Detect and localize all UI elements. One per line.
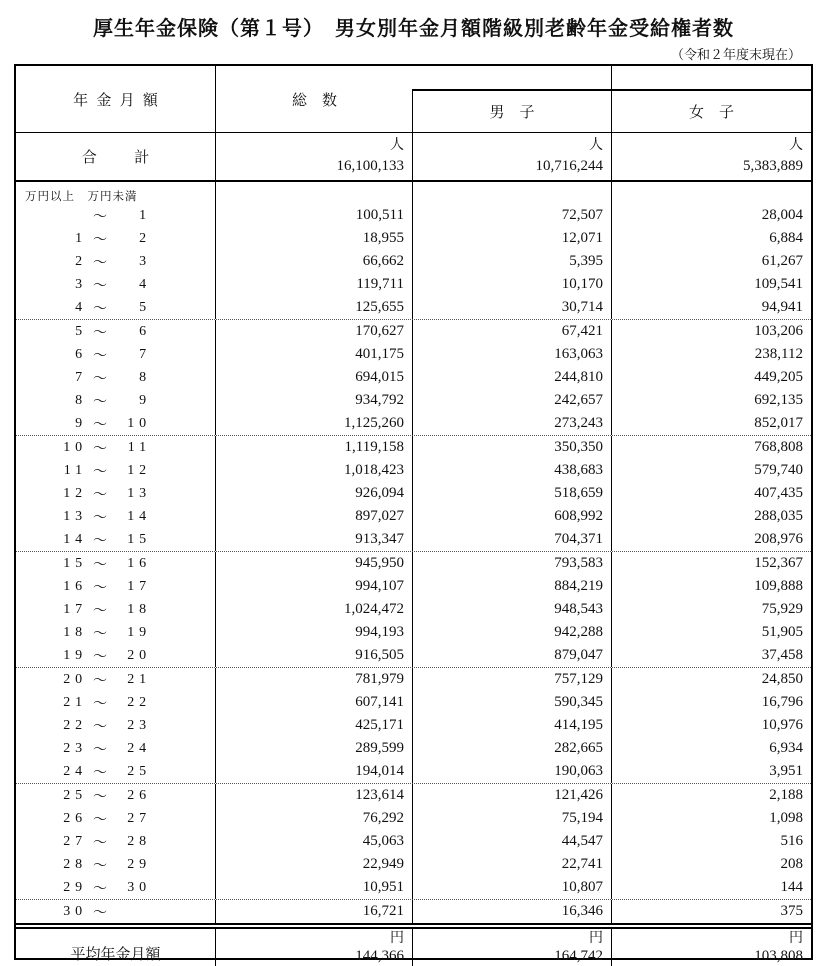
table-row <box>16 784 811 807</box>
female-value: 109,888 <box>754 578 803 594</box>
range-lower-bound: 13 <box>63 508 87 524</box>
male-value: 163,063 <box>413 343 612 366</box>
range-upper-bound: 14 <box>127 508 151 524</box>
tilde: ～ <box>93 626 107 642</box>
range-label-cell <box>16 482 216 505</box>
male-value: 22,741 <box>413 853 612 876</box>
total-value: 916,505 <box>216 644 413 667</box>
tilde: ～ <box>93 533 107 549</box>
total-value: 119,711 <box>216 273 413 296</box>
table-row <box>16 876 811 900</box>
range-label-cell <box>16 528 216 551</box>
male-value: 414,195 <box>413 714 612 737</box>
class-header-label: 万円以上 万円未満 <box>16 182 216 204</box>
female-value: 407,435 <box>754 485 803 501</box>
table-row <box>16 320 811 343</box>
female-value: 692,135 <box>754 392 803 408</box>
average-male-cell <box>413 929 612 966</box>
average-row <box>16 923 811 966</box>
average-label: 平均年金月額 <box>70 947 161 963</box>
tilde: ～ <box>93 603 107 619</box>
female-value: 852,017 <box>754 415 803 431</box>
range-lower-bound: 6 <box>75 346 87 362</box>
grand-total-male-cell <box>413 133 612 180</box>
male-value: 590,345 <box>413 691 612 714</box>
female-value: 152,367 <box>754 555 803 571</box>
range-label-cell <box>16 552 216 575</box>
range-label-cell <box>16 876 216 899</box>
range-lower-bound: 10 <box>63 439 87 455</box>
total-value: 125,655 <box>216 296 413 319</box>
range-upper-bound: 19 <box>127 624 151 640</box>
tilde: ～ <box>93 255 107 271</box>
male-value: 12,071 <box>413 227 612 250</box>
range-upper-bound: 2 <box>139 230 151 246</box>
page-title: 厚生年金保険（第１号） 男女別年金月額階級別老齢年金受給権者数 <box>93 18 734 40</box>
grand-total-row <box>16 133 811 182</box>
total-value: 994,193 <box>216 621 413 644</box>
male-value: 704,371 <box>413 528 612 551</box>
range-upper-bound: 3 <box>139 253 151 269</box>
range-lower-bound: 4 <box>75 299 87 315</box>
range-label-cell <box>16 459 216 482</box>
female-value: 109,541 <box>754 276 803 292</box>
range-lower-bound: 14 <box>63 531 87 547</box>
total-value: 123,614 <box>216 784 413 807</box>
male-value: 44,547 <box>413 830 612 853</box>
range-lower-bound: 12 <box>63 485 87 501</box>
total-value: 76,292 <box>216 807 413 830</box>
total-value: 913,347 <box>216 528 413 551</box>
male-value: 273,243 <box>413 412 612 435</box>
female-value: 375 <box>780 903 803 919</box>
range-upper-bound: 17 <box>127 578 151 594</box>
range-upper-bound: 15 <box>127 531 151 547</box>
unit-yen: 円 <box>390 931 404 946</box>
range-lower-bound: 19 <box>63 647 87 663</box>
male-value: 942,288 <box>413 621 612 644</box>
tilde: ～ <box>93 510 107 526</box>
total-value: 1,024,472 <box>216 598 413 621</box>
range-upper-bound: 23 <box>127 717 151 733</box>
male-value: 121,426 <box>413 784 612 807</box>
male-value: 948,543 <box>413 598 612 621</box>
total-value: 66,662 <box>216 250 413 273</box>
range-label-cell <box>16 691 216 714</box>
male-value: 75,194 <box>413 807 612 830</box>
range-label-cell <box>16 250 216 273</box>
tilde: ～ <box>93 209 107 225</box>
female-value: 6,884 <box>769 230 803 246</box>
table-row <box>16 250 811 273</box>
male-value: 30,714 <box>413 296 612 319</box>
tilde: ～ <box>93 278 107 294</box>
male-value: 438,683 <box>413 459 612 482</box>
table-row <box>16 412 811 436</box>
female-value: 238,112 <box>754 346 803 362</box>
range-label-cell <box>16 598 216 621</box>
table-row <box>16 807 811 830</box>
range-lower-bound: 17 <box>63 601 87 617</box>
male-value: 518,659 <box>413 482 612 505</box>
range-label-cell <box>16 296 216 319</box>
female-value: 3,951 <box>769 763 803 779</box>
header-male <box>413 91 612 132</box>
female-value: 6,934 <box>769 740 803 756</box>
range-lower-bound: 30 <box>63 903 87 919</box>
grand-total-total-cell <box>216 133 413 180</box>
range-lower-bound: 8 <box>75 392 87 408</box>
male-value: 67,421 <box>413 320 612 343</box>
tilde: ～ <box>93 487 107 503</box>
total-value: 425,171 <box>216 714 413 737</box>
female-value: 61,267 <box>761 253 803 269</box>
header-pension-monthly-amount-label: 年金月額 <box>73 92 167 109</box>
total-value: 289,599 <box>216 737 413 760</box>
range-label-cell <box>16 668 216 691</box>
header-female-label: 女子 <box>688 105 749 121</box>
tilde: ～ <box>93 441 107 457</box>
table-row <box>16 575 811 598</box>
range-label-cell <box>16 412 216 435</box>
table-row <box>16 552 811 575</box>
grand-total-male-value: 10,716,244 <box>535 158 603 174</box>
male-value: 879,047 <box>413 644 612 667</box>
female-value: 75,929 <box>761 601 803 617</box>
range-upper-bound: 29 <box>127 856 151 872</box>
range-lower-bound: 18 <box>63 624 87 640</box>
table-row <box>16 204 811 227</box>
range-upper-bound: 9 <box>139 392 151 408</box>
range-label-cell <box>16 320 216 343</box>
male-value: 350,350 <box>413 436 612 459</box>
tilde: ～ <box>93 881 107 897</box>
total-value: 1,018,423 <box>216 459 413 482</box>
table-row <box>16 459 811 482</box>
tilde: ～ <box>93 673 107 689</box>
grand-total-female-value: 5,383,889 <box>743 158 803 174</box>
range-upper-bound: 6 <box>139 323 151 339</box>
range-lower-bound: 1 <box>75 230 87 246</box>
range-lower-bound: 23 <box>63 740 87 756</box>
tilde: ～ <box>93 301 107 317</box>
range-lower-bound: 27 <box>63 833 87 849</box>
range-upper-bound: 1 <box>139 207 151 223</box>
average-female-value: 103,808 <box>754 948 803 964</box>
range-upper-bound: 24 <box>127 740 151 756</box>
female-value: 579,740 <box>754 462 803 478</box>
range-upper-bound: 5 <box>139 299 151 315</box>
tilde: ～ <box>93 325 107 341</box>
header-total <box>216 66 413 132</box>
header-male-label: 男子 <box>489 105 550 121</box>
range-lower-bound: 16 <box>63 578 87 594</box>
grand-total-label-cell <box>16 133 216 180</box>
tilde: ～ <box>93 765 107 781</box>
table-row <box>16 598 811 621</box>
male-value: 242,657 <box>413 389 612 412</box>
male-value: 10,170 <box>413 273 612 296</box>
tilde: ～ <box>93 858 107 874</box>
tilde: ～ <box>93 812 107 828</box>
range-lower-bound: 24 <box>63 763 87 779</box>
range-upper-bound: 27 <box>127 810 151 826</box>
unit-persons: 人 <box>589 138 603 153</box>
range-lower-bound: 22 <box>63 717 87 733</box>
header-female <box>612 91 811 132</box>
unit-persons: 人 <box>789 138 803 153</box>
range-lower-bound: 21 <box>63 694 87 710</box>
female-value: 28,004 <box>761 207 803 223</box>
range-lower-bound: 9 <box>75 415 87 431</box>
table-row <box>16 296 811 320</box>
table-row <box>16 227 811 250</box>
class-header-empty <box>612 182 811 204</box>
range-upper-bound: 13 <box>127 485 151 501</box>
range-label-cell <box>16 204 216 227</box>
range-label-cell <box>16 621 216 644</box>
range-upper-bound: 4 <box>139 276 151 292</box>
total-value: 10,951 <box>216 876 413 899</box>
male-value: 608,992 <box>413 505 612 528</box>
tilde: ～ <box>93 649 107 665</box>
range-label-cell <box>16 714 216 737</box>
range-lower-bound: 29 <box>63 879 87 895</box>
total-value: 897,027 <box>216 505 413 528</box>
tilde: ～ <box>93 557 107 573</box>
female-value: 94,941 <box>761 299 803 315</box>
female-value: 1,098 <box>769 810 803 826</box>
as-of-date: （令和２年度末現在） <box>670 47 801 62</box>
female-value: 208,976 <box>754 531 803 547</box>
table-row <box>16 830 811 853</box>
table-row <box>16 343 811 366</box>
male-value: 16,346 <box>413 900 612 923</box>
female-value: 288,035 <box>754 508 803 524</box>
female-value: 37,458 <box>761 647 803 663</box>
female-value: 208 <box>780 856 803 872</box>
range-lower-bound: 28 <box>63 856 87 872</box>
range-upper-bound: 18 <box>127 601 151 617</box>
range-label-cell <box>16 389 216 412</box>
male-value: 72,507 <box>413 204 612 227</box>
range-upper-bound: 11 <box>127 439 151 455</box>
male-value: 282,665 <box>413 737 612 760</box>
range-upper-bound: 10 <box>127 415 151 431</box>
female-value: 768,808 <box>754 439 803 455</box>
tilde: ～ <box>93 789 107 805</box>
range-upper-bound: 21 <box>127 671 151 687</box>
average-label-cell <box>16 929 216 966</box>
female-value: 449,205 <box>754 369 803 385</box>
total-value: 16,721 <box>216 900 413 923</box>
table-row <box>16 760 811 784</box>
unit-persons: 人 <box>390 138 404 153</box>
range-upper-bound: 26 <box>127 787 151 803</box>
table-row <box>16 691 811 714</box>
range-upper-bound: 20 <box>127 647 151 663</box>
male-value: 884,219 <box>413 575 612 598</box>
table-row <box>16 389 811 412</box>
grand-total-total-value: 16,100,133 <box>336 158 404 174</box>
female-value: 516 <box>780 833 803 849</box>
total-value: 45,063 <box>216 830 413 853</box>
total-value: 401,175 <box>216 343 413 366</box>
average-total-cell <box>216 929 413 966</box>
range-upper-bound: 28 <box>127 833 151 849</box>
female-value: 144 <box>780 879 803 895</box>
total-value: 934,792 <box>216 389 413 412</box>
pension-table <box>14 64 813 964</box>
female-value: 10,976 <box>761 717 803 733</box>
total-value: 1,125,260 <box>216 412 413 435</box>
tilde: ～ <box>93 417 107 433</box>
female-value: 16,796 <box>761 694 803 710</box>
table-header-row <box>16 66 811 133</box>
male-value: 793,583 <box>413 552 612 575</box>
total-value: 694,015 <box>216 366 413 389</box>
rows-container <box>16 204 811 923</box>
range-label-cell <box>16 366 216 389</box>
range-lower-bound: 5 <box>75 323 87 339</box>
range-label-cell <box>16 575 216 598</box>
male-value: 5,395 <box>413 250 612 273</box>
range-upper-bound: 8 <box>139 369 151 385</box>
total-value: 607,141 <box>216 691 413 714</box>
tilde: ～ <box>93 394 107 410</box>
range-lower-bound: 15 <box>63 555 87 571</box>
range-lower-bound: 20 <box>63 671 87 687</box>
tilde: ～ <box>93 719 107 735</box>
unit-yen: 円 <box>589 931 603 946</box>
table-row <box>16 436 811 459</box>
table-row <box>16 900 811 923</box>
grand-total-label: 合計 <box>81 150 187 166</box>
total-value: 194,014 <box>216 760 413 783</box>
range-upper-bound: 22 <box>127 694 151 710</box>
tilde: ～ <box>93 232 107 248</box>
average-total-value: 144,366 <box>355 948 404 964</box>
average-male-value: 164,742 <box>554 948 603 964</box>
table-row <box>16 366 811 389</box>
grand-total-female-cell <box>612 133 811 180</box>
female-value: 103,206 <box>754 323 803 339</box>
table-row <box>16 714 811 737</box>
class-header-empty <box>216 182 413 204</box>
tilde: ～ <box>93 742 107 758</box>
range-upper-bound: 30 <box>127 879 151 895</box>
total-value: 18,955 <box>216 227 413 250</box>
female-value: 51,905 <box>761 624 803 640</box>
range-lower-bound: 11 <box>63 462 87 478</box>
total-value: 994,107 <box>216 575 413 598</box>
male-value: 757,129 <box>413 668 612 691</box>
total-value: 781,979 <box>216 668 413 691</box>
table-row <box>16 528 811 552</box>
total-value: 22,949 <box>216 853 413 876</box>
table-row <box>16 505 811 528</box>
range-lower-bound: 26 <box>63 810 87 826</box>
male-value: 10,807 <box>413 876 612 899</box>
male-value: 244,810 <box>413 366 612 389</box>
tilde: ～ <box>93 580 107 596</box>
tilde: ～ <box>93 835 107 851</box>
tilde: ～ <box>93 696 107 712</box>
tilde: ～ <box>93 348 107 364</box>
table-row <box>16 853 811 876</box>
unit-yen: 円 <box>789 931 803 946</box>
total-value: 100,511 <box>216 204 413 227</box>
range-label-cell <box>16 900 216 923</box>
range-lower-bound: 2 <box>75 253 87 269</box>
range-upper-bound: 12 <box>127 462 151 478</box>
total-value: 926,094 <box>216 482 413 505</box>
tilde: ～ <box>93 464 107 480</box>
range-lower-bound: 7 <box>75 369 87 385</box>
range-label-cell <box>16 760 216 783</box>
female-value: 24,850 <box>761 671 803 687</box>
tilde: ～ <box>93 371 107 387</box>
range-label-cell <box>16 807 216 830</box>
total-value: 170,627 <box>216 320 413 343</box>
class-header-row <box>16 182 811 204</box>
table-row <box>16 621 811 644</box>
header-pension-monthly-amount <box>16 66 216 132</box>
range-label-cell <box>16 644 216 667</box>
range-lower-bound: 25 <box>63 787 87 803</box>
range-upper-bound: 7 <box>139 346 151 362</box>
table-row <box>16 644 811 668</box>
table-row <box>16 273 811 296</box>
table-row <box>16 482 811 505</box>
range-label-cell <box>16 227 216 250</box>
total-value: 945,950 <box>216 552 413 575</box>
range-upper-bound: 25 <box>127 763 151 779</box>
header-total-label: 総数 <box>291 92 352 109</box>
range-label-cell <box>16 784 216 807</box>
range-label-cell <box>16 343 216 366</box>
range-label-cell <box>16 273 216 296</box>
male-value: 190,063 <box>413 760 612 783</box>
table-row <box>16 737 811 760</box>
range-label-cell <box>16 436 216 459</box>
class-header-empty <box>413 182 612 204</box>
average-female-cell <box>612 929 811 966</box>
range-label-cell <box>16 830 216 853</box>
range-lower-bound: 3 <box>75 276 87 292</box>
range-label-cell <box>16 853 216 876</box>
range-upper-bound: 16 <box>127 555 151 571</box>
table-row <box>16 668 811 691</box>
range-label-cell <box>16 737 216 760</box>
header-gender-group <box>412 89 811 132</box>
range-label-cell <box>16 505 216 528</box>
total-value: 1,119,158 <box>216 436 413 459</box>
female-value: 2,188 <box>769 787 803 803</box>
tilde: ～ <box>93 905 107 921</box>
